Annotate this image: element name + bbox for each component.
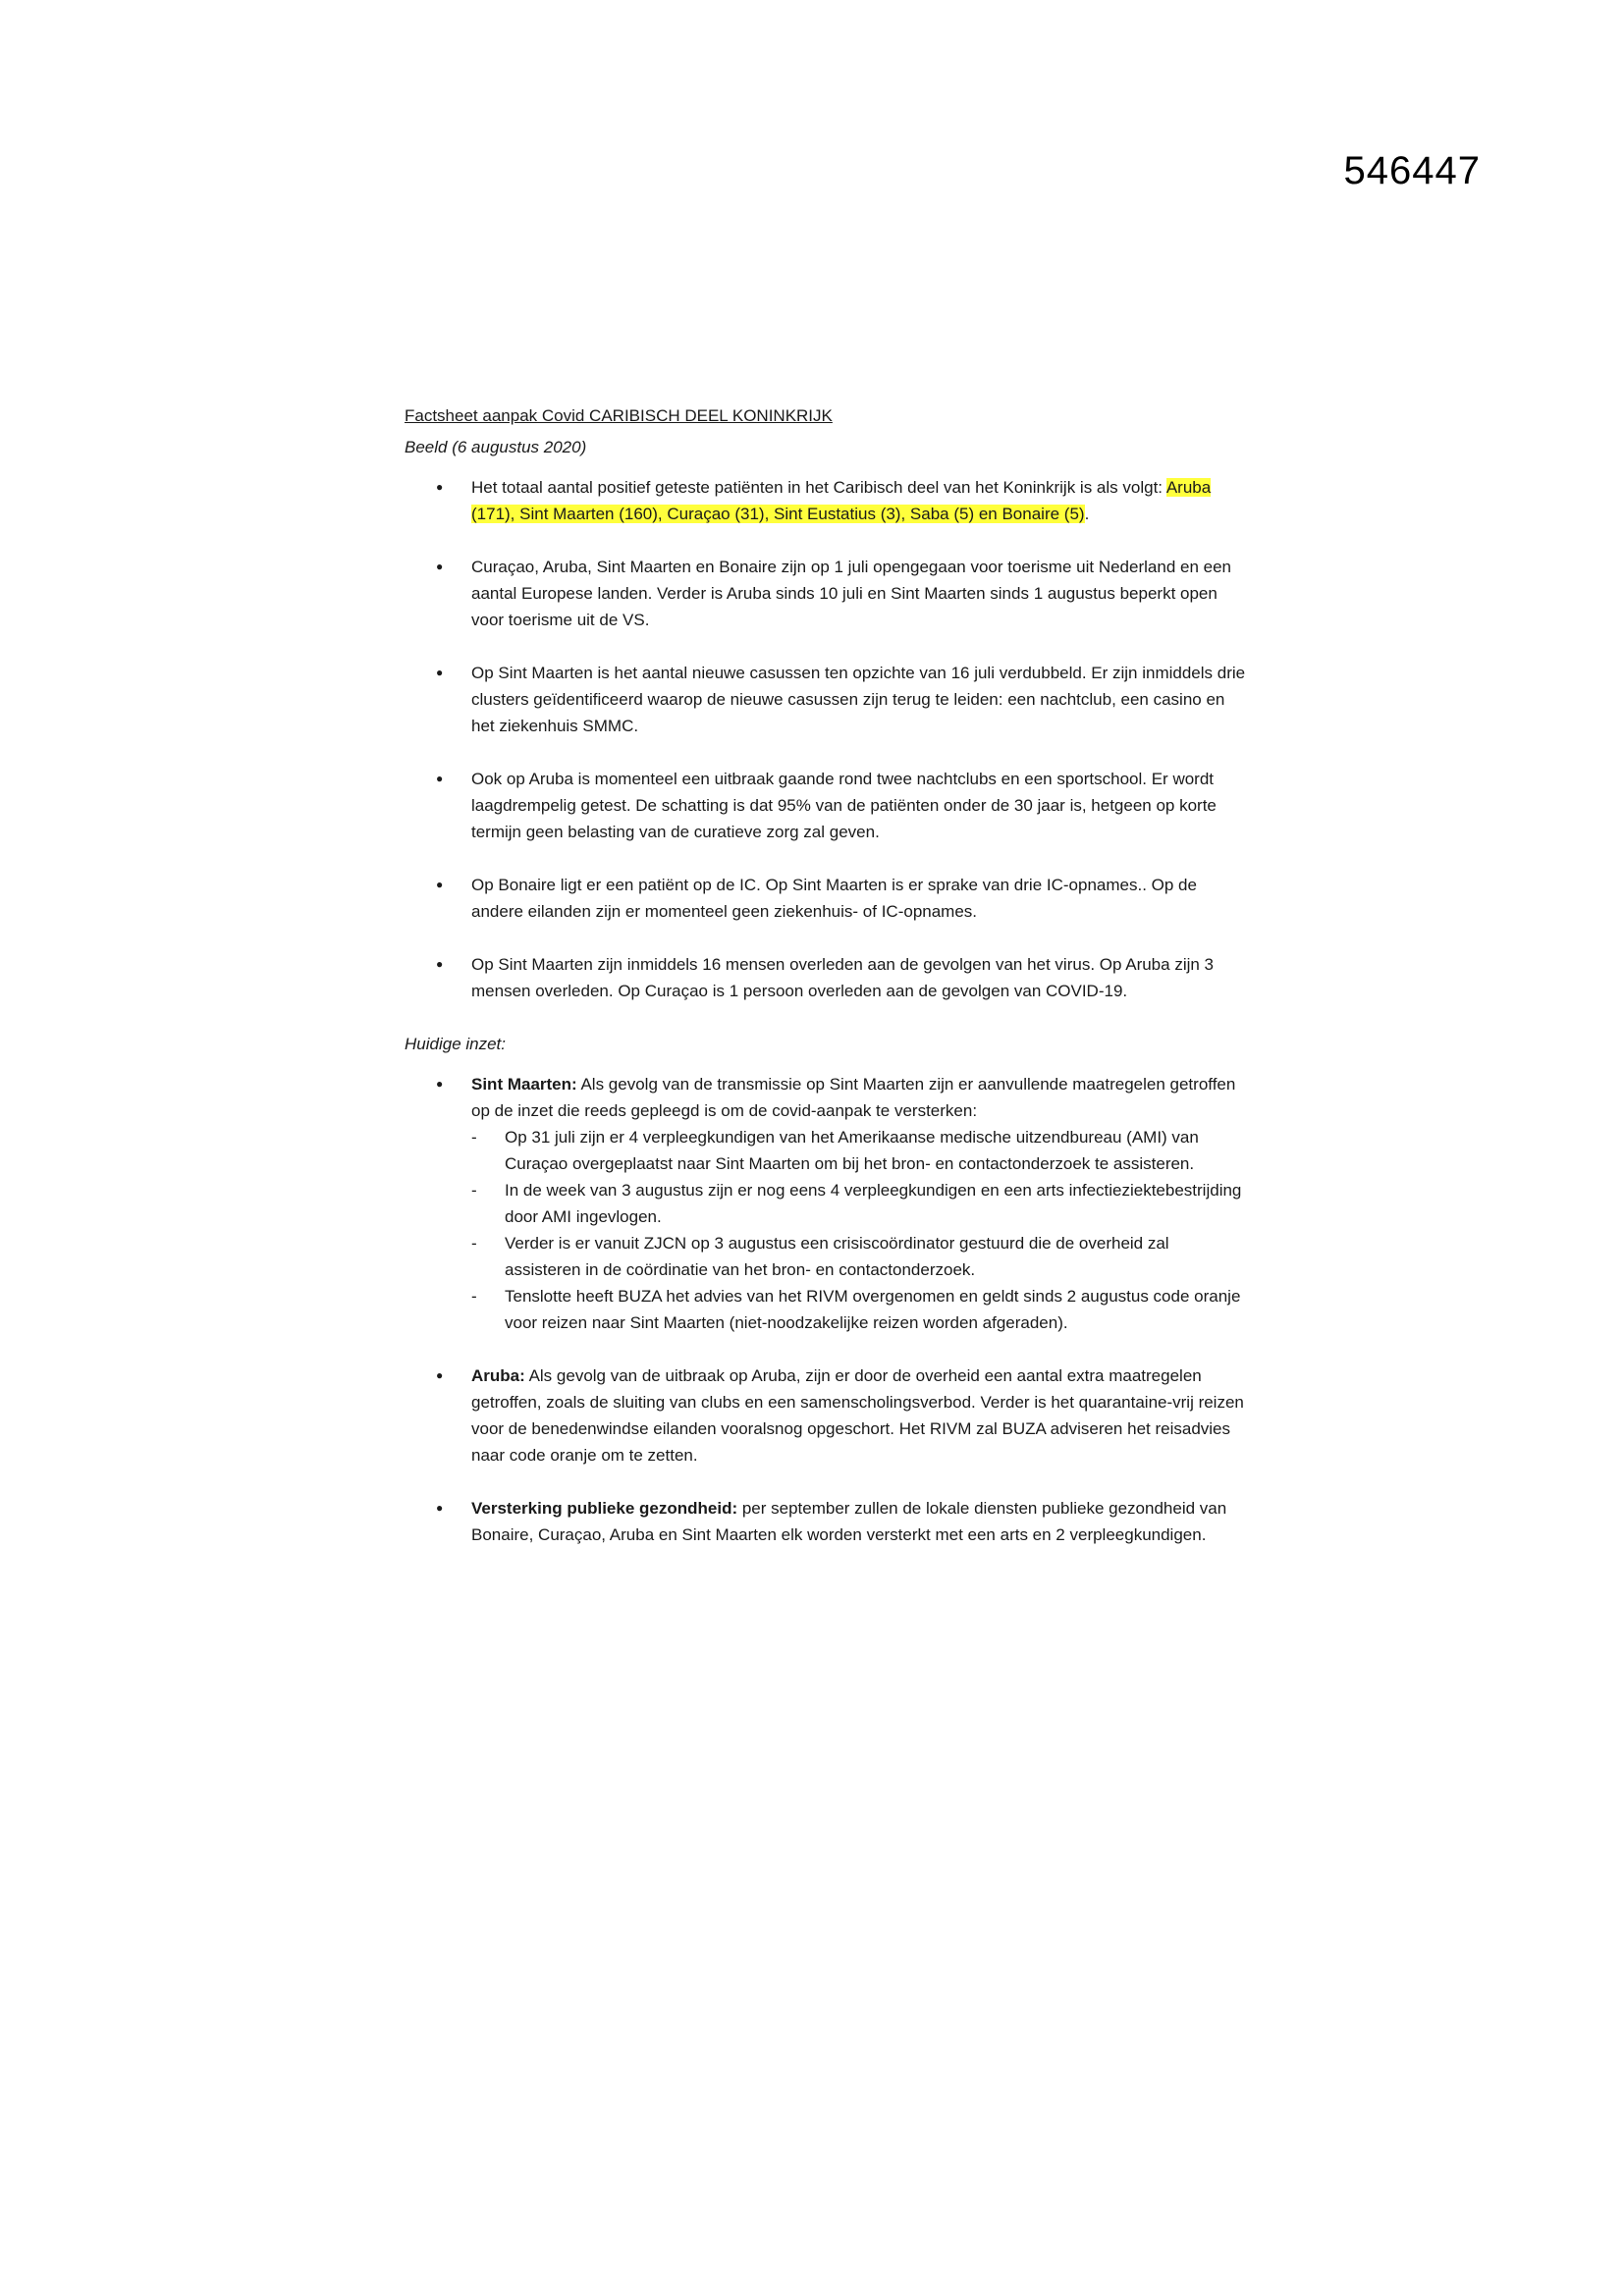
item-label: Versterking publieke gezondheid:	[471, 1499, 738, 1518]
list-item	[405, 1495, 1249, 1548]
list-item	[405, 1071, 1249, 1336]
list-item	[405, 766, 1249, 845]
list-item-text: Op Bonaire ligt er een patiënt op de IC. Op Sint Maarten is er sprake van drie IC-opnames.. Op de andere eilanden zijn er momenteel geen ziekenhuis- of IC-opnames.	[471, 876, 1197, 921]
list-item	[405, 474, 1249, 527]
list-item-text: Het totaal aantal positief geteste patiënten in het Caribisch deel van het Koninkrijk is als volgt:	[471, 478, 1164, 497]
list-item	[405, 660, 1249, 739]
list-item-tail: .	[1084, 505, 1090, 523]
document-number: 546447	[1343, 149, 1481, 192]
measures-sublist	[471, 1124, 1249, 1336]
factsheet-body	[405, 402, 1249, 1575]
item-label: Sint Maarten:	[471, 1075, 577, 1094]
list-item-text: Ook op Aruba is momenteel een uitbraak gaande rond twee nachtclubs en een sportschool. Er wordt laagdrempelig getest. De schatting is dat 95% van de patiënten onder de 30 jaar is, hetgeen op korte termijn geen belasting van de curatieve zorg zal geven.	[471, 770, 1217, 841]
list-item-text: Curaçao, Aruba, Sint Maarten en Bonaire zijn op 1 juli opengegaan voor toerisme uit Nederland en een aantal Europese landen. Verder is Aruba sinds 10 juli en Sint Maarten sinds 1 augustus beperkt open voor toerisme uit de VS.	[471, 558, 1231, 629]
page-title: Factsheet aanpak Covid CARIBISCH DEEL KONINKRIJK	[405, 406, 833, 425]
beeld-list	[405, 474, 1249, 1004]
list-item-text: per september zullen de lokale diensten publieke gezondheid van Bonaire, Curaçao, Aruba en Sint Maarten elk worden versterkt met een arts en 2 verpleegkundigen.	[471, 1499, 1227, 1544]
list-item	[405, 951, 1249, 1004]
sub-list-item: - Tenslotte heeft BUZA het advies van het RIVM overgenomen en geldt sinds 2 augustus code oranje voor reizen naar Sint Maarten (niet-noodzakelijke reizen worden afgeraden).	[471, 1283, 1249, 1336]
list-item-text: Als gevolg van de uitbraak op Aruba, zijn er door de overheid een aantal extra maatregelen getroffen, zoals de sluiting van clubs en een samenscholingsverbod. Verder is het quarantaine-vrij reizen voor de benedenwindse eilanden vooralsnog opgeschort. Het RIVM zal BUZA adviseren het reisadvies naar code oranje om te zetten.	[471, 1366, 1244, 1465]
list-item-text: Als gevolg van de transmissie op Sint Maarten zijn er aanvullende maatregelen getroffen op de inzet die reeds gepleegd is om de covid-aanpak te versterken:	[471, 1075, 1236, 1120]
inzet-heading: Huidige inzet:	[405, 1035, 507, 1053]
list-item	[405, 1362, 1249, 1468]
list-item	[405, 872, 1249, 925]
highlighted-counts: Aruba (171), Sint Maarten (160), Curaçao (31), Sint Eustatius (3), Saba (5) en Bonaire (5)	[471, 478, 1212, 523]
list-item-text: Op Sint Maarten is het aantal nieuwe casussen ten opzichte van 16 juli verdubbeld. Er zijn inmiddels drie clusters geïdentificeerd waarop de nieuwe casussen zijn terug te leiden: een nachtclub, een casino en het ziekenhuis SMMC.	[471, 664, 1246, 735]
sub-list-item: - Verder is er vanuit ZJCN op 3 augustus een crisiscoördinator gestuurd die de overheid zal assisteren in de coördinatie van het bron- en contactonderzoek.	[471, 1230, 1249, 1283]
list-item	[405, 554, 1249, 633]
sub-list-item: - Op 31 juli zijn er 4 verpleegkundigen van het Amerikaanse medische uitzendbureau (AMI) van Curaçao overgeplaatst naar Sint Maarten om bij het bron- en contactonderzoek te assisteren.	[471, 1124, 1249, 1177]
inzet-list	[405, 1071, 1249, 1548]
beeld-heading: Beeld (6 augustus 2020)	[405, 438, 587, 456]
list-item-text: Op Sint Maarten zijn inmiddels 16 mensen overleden aan de gevolgen van het virus. Op Aruba zijn 3 mensen overleden. Op Curaçao is 1 persoon overleden aan de gevolgen van COVID-19.	[471, 955, 1215, 1000]
sub-list-item: - In de week van 3 augustus zijn er nog eens 4 verpleegkundigen en een arts infectieziektebestrijding door AMI ingevlogen.	[471, 1177, 1249, 1230]
item-label: Aruba:	[471, 1366, 525, 1385]
